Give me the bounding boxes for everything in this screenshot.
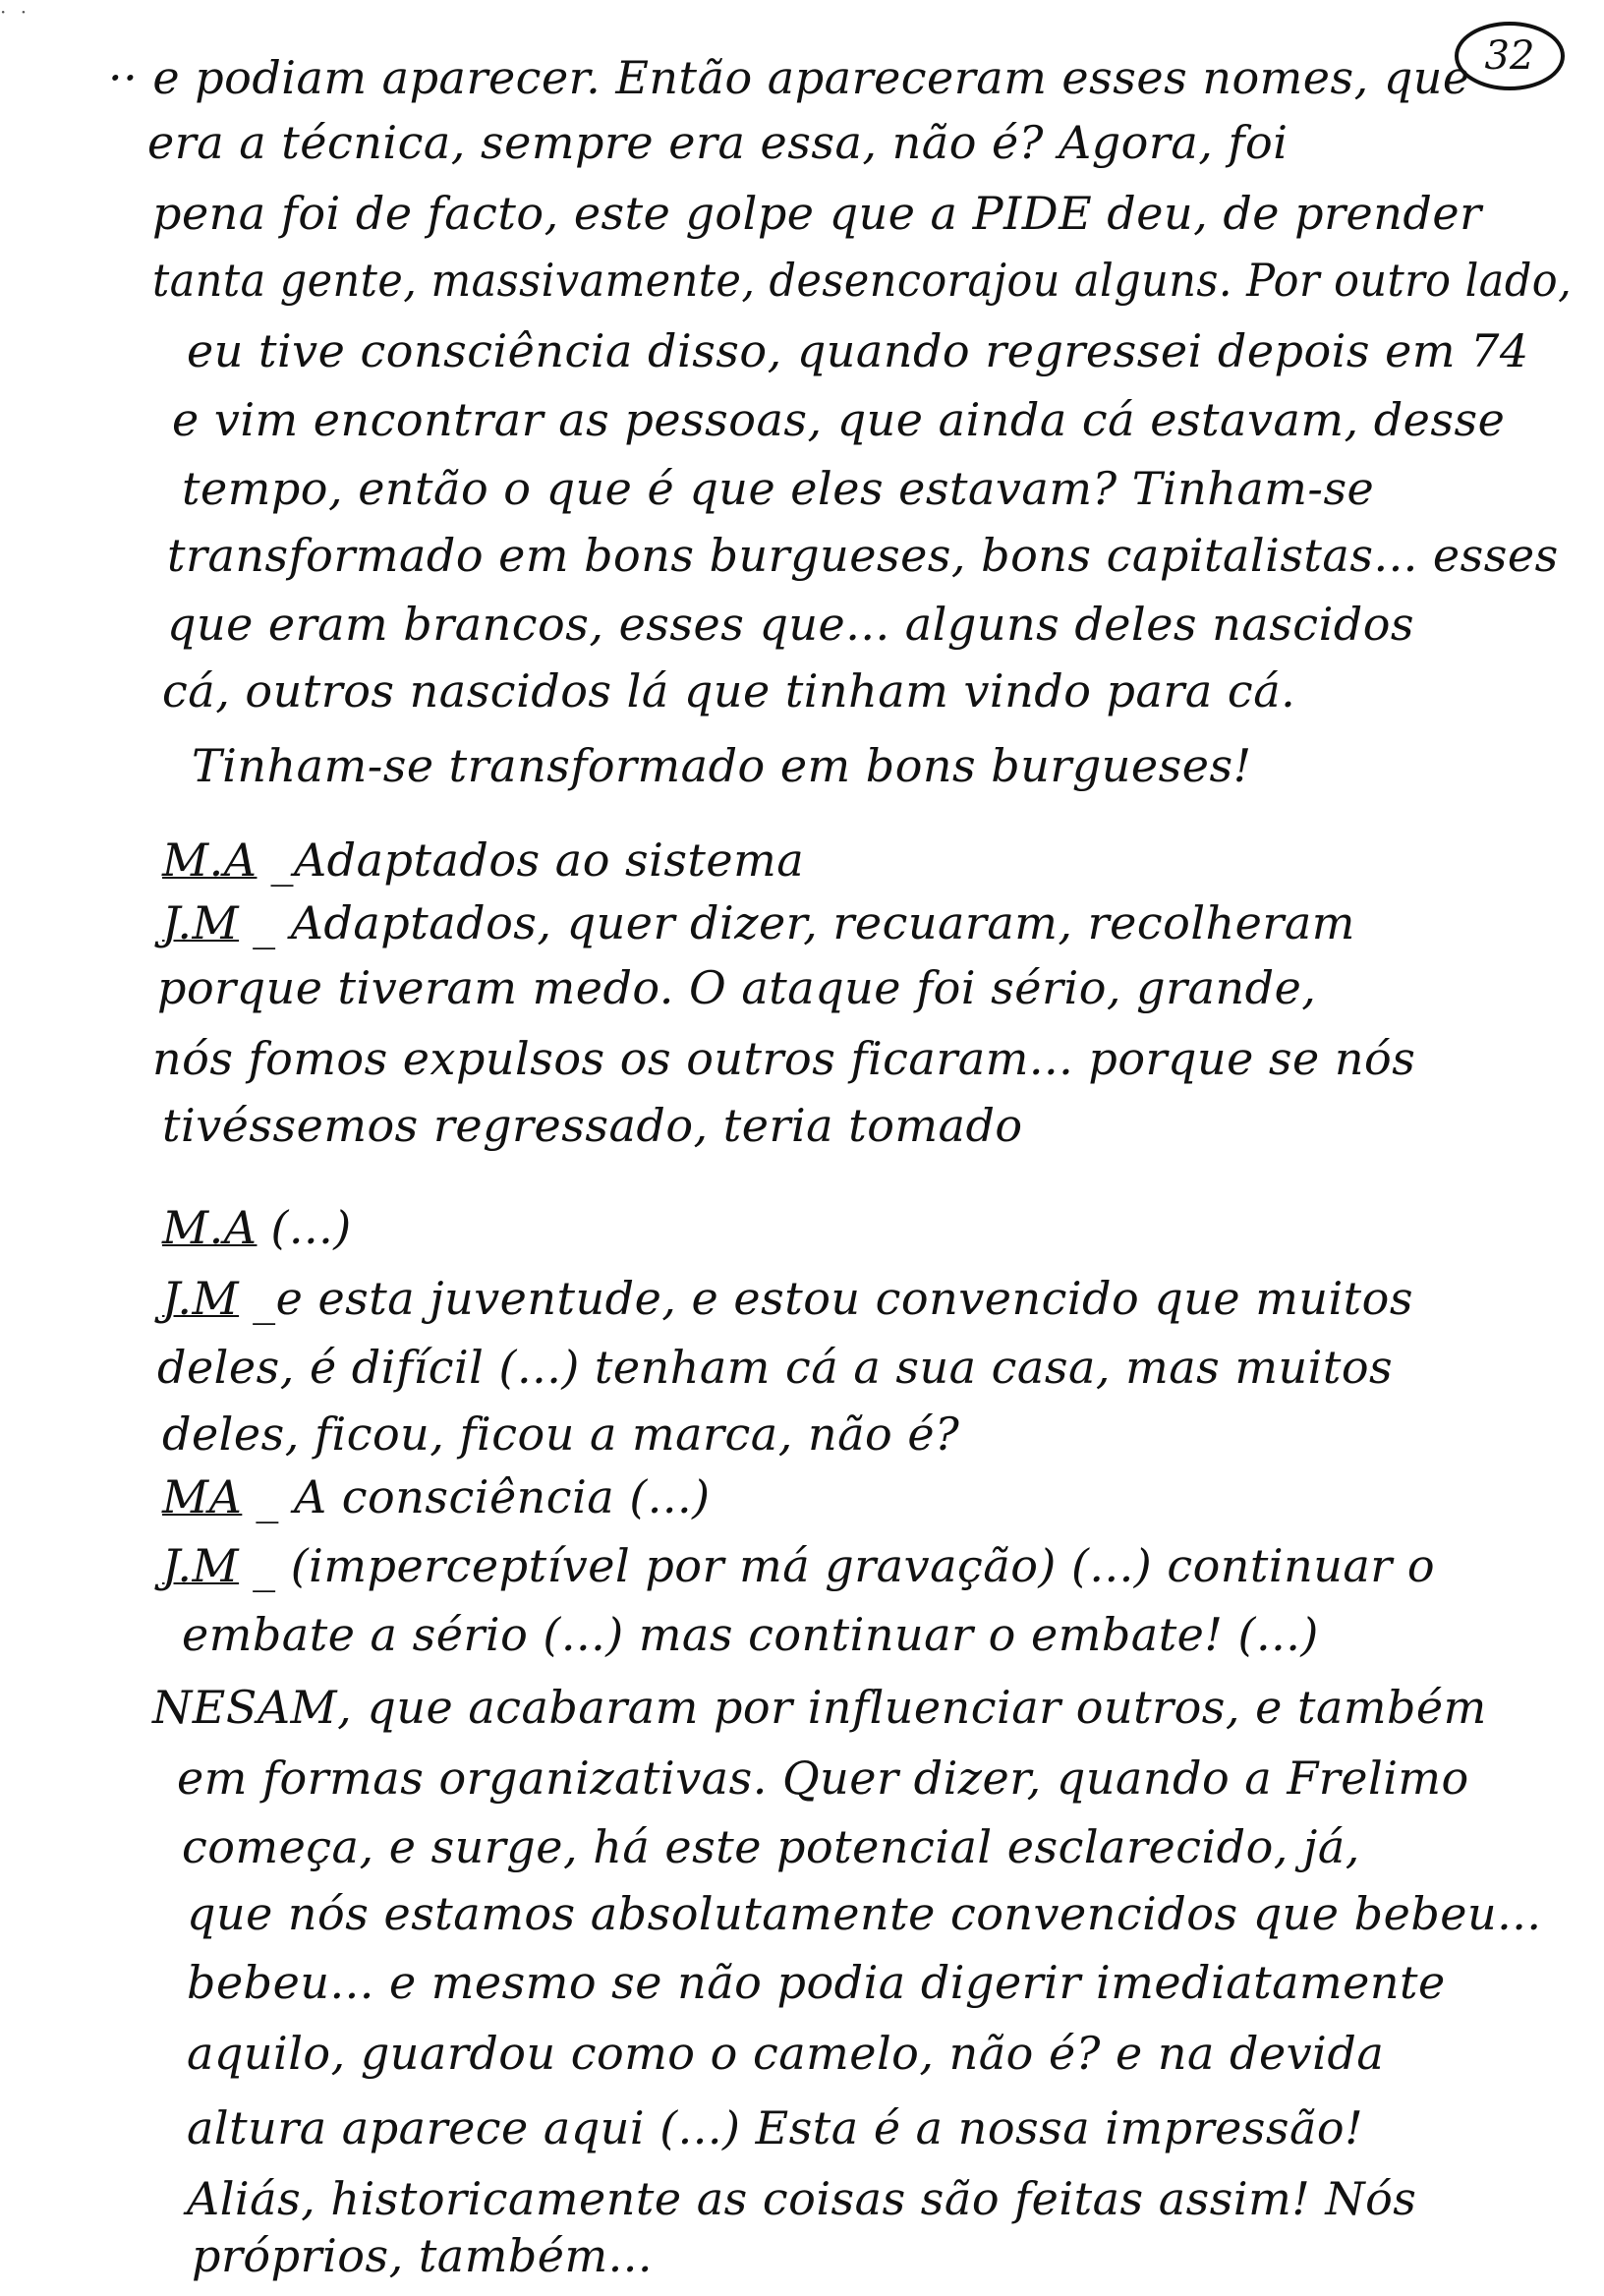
dialogue-line: MA _ A consciência (...)	[162, 1470, 711, 1523]
text-line: bebeu... e mesmo se não podia digerir imediatamente	[187, 1956, 1446, 2009]
text-line: NESAM, que acabaram por influenciar outros, e também	[152, 1681, 1487, 1734]
text-line: que eram brancos, esses que... alguns deles nascidos	[167, 598, 1415, 651]
text-line: pena foi de facto, este golpe que a PIDE deu, de prender	[152, 187, 1482, 240]
text-line: tempo, então o que é que eles estavam? Tinham-se	[182, 462, 1375, 515]
corner-mark: · ·	[0, 0, 31, 24]
text-line: eu tive consciência disso, quando regressei depois em 74	[187, 324, 1529, 377]
speaker-label: J.M	[162, 1539, 240, 1592]
speaker-label: M.A	[162, 1201, 258, 1254]
text-line: próprios, também...	[192, 2229, 654, 2282]
dialogue-line: M.A (...)	[162, 1201, 352, 1254]
text-line: e vim encontrar as pessoas, que ainda cá estavam, desse	[172, 393, 1506, 446]
speaker-label: J.M	[162, 1272, 240, 1325]
text-line: deles, é difícil (...) tenham cá a sua casa, mas muitos	[157, 1341, 1394, 1394]
dialogue-line: J.M _ (imperceptível por má gravação) (...) continuar o	[162, 1539, 1436, 1592]
text-line: que nós estamos absolutamente convencidos que bebeu...	[187, 1887, 1542, 1940]
text-line: em formas organizativas. Quer dizer, quando a Frelimo	[177, 1751, 1469, 1805]
text-line: tanta gente, massivamente, desencorajou alguns. Por outro lado,	[152, 254, 1573, 307]
text-line: ·· e podiam aparecer. Então apareceram esses nomes, que	[108, 51, 1470, 104]
page-number: 32	[1455, 22, 1565, 90]
text-line: tivéssemos regressado, teria tomado	[162, 1099, 1023, 1152]
text-line: aquilo, guardou como o camelo, não é? e na devida	[187, 2027, 1385, 2080]
text-line: altura aparece aqui (...) Esta é a nossa impressão!	[187, 2101, 1364, 2154]
text-line: nós fomos expulsos os outros ficaram... porque se nós	[152, 1032, 1416, 1085]
text-line: transformado em bons burgueses, bons capitalistas... esses	[167, 529, 1559, 582]
text-line: embate a sério (...) mas continuar o embate! (...)	[182, 1608, 1319, 1661]
speaker-label: M.A	[162, 833, 258, 887]
text-line: porque tiveram medo. O ataque foi sério, grande,	[157, 961, 1317, 1014]
text-line: cá, outros nascidos lá que tinham vindo para cá.	[162, 664, 1296, 718]
text-line: era a técnica, sempre era essa, não é? Agora, foi	[147, 116, 1289, 169]
text-line: deles, ficou, ficou a marca, não é?	[162, 1407, 960, 1461]
dialogue-line: M.A _Adaptados ao sistema	[162, 833, 805, 887]
text-line: Aliás, historicamente as coisas são feitas assim! Nós	[187, 2172, 1417, 2225]
text-line: Tinham-se transformado em bons burgueses!	[192, 739, 1252, 792]
speaker-label: J.M	[162, 896, 240, 949]
text-line: começa, e surge, há este potencial esclarecido, já,	[182, 1820, 1360, 1873]
speaker-label: MA	[162, 1470, 243, 1523]
dialogue-line: J.M _ Adaptados, quer dizer, recuaram, recolheram	[162, 896, 1355, 949]
dialogue-line: J.M _e esta juventude, e estou convencido que muitos	[162, 1272, 1413, 1325]
